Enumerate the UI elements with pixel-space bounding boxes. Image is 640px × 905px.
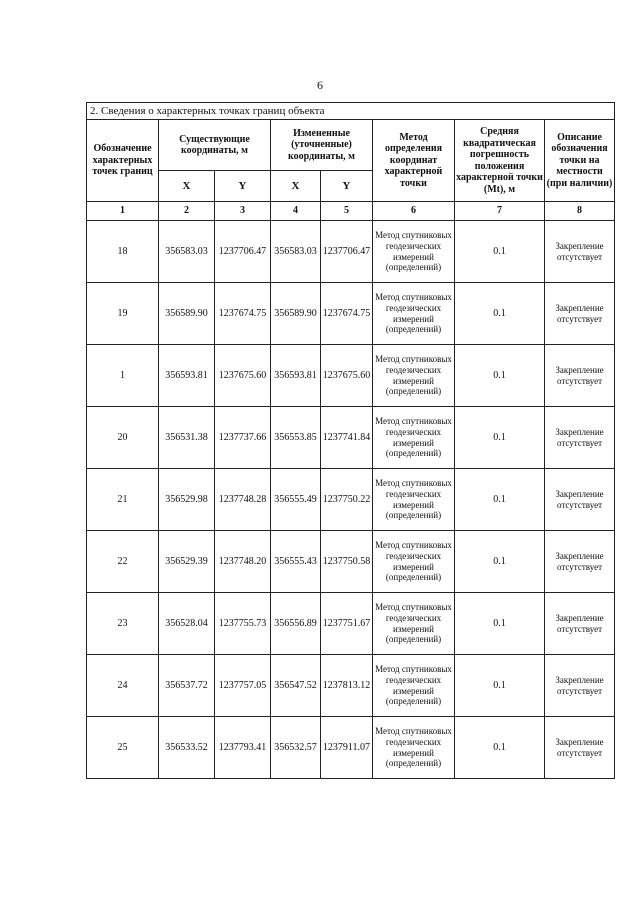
changed-x: 356556.89 [271,593,321,655]
column-number: 4 [271,202,321,221]
column-number: 1 [87,202,159,221]
changed-y: 1237741.84 [321,407,373,469]
method: Метод спутниковых геодезических измерений (определений) [373,593,455,655]
header-existing-x: X [159,171,215,202]
header-point: Обозначение характерных точек границ [87,120,159,202]
description: Закрепление отсутствует [545,593,615,655]
error-value: 0.1 [455,469,545,531]
table-row [87,221,615,283]
table-row [87,345,615,407]
point-id: 21 [87,469,159,531]
existing-y: 1237748.20 [215,531,271,593]
table-row [87,531,615,593]
header-description: Описание обозначения точки на местности (при наличии) [545,120,615,202]
description: Закрепление отсутствует [545,283,615,345]
point-id: 23 [87,593,159,655]
table-row [87,283,615,345]
error-value: 0.1 [455,345,545,407]
changed-x: 356532.57 [271,717,321,779]
description: Закрепление отсутствует [545,717,615,779]
column-number: 3 [215,202,271,221]
boundary-points-table [86,102,615,779]
existing-x: 356528.04 [159,593,215,655]
existing-y: 1237675.60 [215,345,271,407]
column-number: 8 [545,202,615,221]
point-id: 25 [87,717,159,779]
header-existing: Существующие координаты, м [159,120,271,171]
header-changed: Измененные (уточненные) координаты, м [271,120,373,171]
header-changed-x: X [271,171,321,202]
table-row [87,407,615,469]
method: Метод спутниковых геодезических измерений (определений) [373,469,455,531]
table-row [87,717,615,779]
column-number: 6 [373,202,455,221]
point-id: 19 [87,283,159,345]
existing-x: 356529.39 [159,531,215,593]
header-existing-y: Y [215,171,271,202]
changed-x: 356555.49 [271,469,321,531]
changed-y: 1237750.22 [321,469,373,531]
changed-x: 356583.03 [271,221,321,283]
changed-x: 356593.81 [271,345,321,407]
existing-x: 356583.03 [159,221,215,283]
description: Закрепление отсутствует [545,221,615,283]
header-changed-y: Y [321,171,373,202]
error-value: 0.1 [455,655,545,717]
error-value: 0.1 [455,407,545,469]
description: Закрепление отсутствует [545,469,615,531]
existing-y: 1237706.47 [215,221,271,283]
error-value: 0.1 [455,593,545,655]
header-method: Метод определения координат характерной точки [373,120,455,202]
existing-y: 1237793.41 [215,717,271,779]
description: Закрепление отсутствует [545,531,615,593]
changed-y: 1237911.07 [321,717,373,779]
changed-y: 1237751.67 [321,593,373,655]
existing-x: 356533.52 [159,717,215,779]
changed-x: 356547.52 [271,655,321,717]
existing-x: 356593.81 [159,345,215,407]
existing-y: 1237674.75 [215,283,271,345]
changed-x: 356555.43 [271,531,321,593]
existing-x: 356537.72 [159,655,215,717]
description: Закрепление отсутствует [545,655,615,717]
table-row [87,593,615,655]
column-number: 5 [321,202,373,221]
changed-y: 1237706.47 [321,221,373,283]
table-row [87,655,615,717]
point-id: 20 [87,407,159,469]
existing-y: 1237755.73 [215,593,271,655]
error-value: 0.1 [455,283,545,345]
existing-y: 1237757.05 [215,655,271,717]
method: Метод спутниковых геодезических измерений (определений) [373,531,455,593]
header-error: Средняя квадратическая погрешность положения характерной точки (Mt), м [455,120,545,202]
description: Закрепление отсутствует [545,407,615,469]
method: Метод спутниковых геодезических измерений (определений) [373,221,455,283]
description: Закрепление отсутствует [545,345,615,407]
existing-x: 356529.98 [159,469,215,531]
point-id: 22 [87,531,159,593]
existing-y: 1237737.66 [215,407,271,469]
existing-x: 356589.90 [159,283,215,345]
existing-x: 356531.38 [159,407,215,469]
point-id: 18 [87,221,159,283]
changed-y: 1237674.75 [321,283,373,345]
column-number: 2 [159,202,215,221]
changed-y: 1237813.12 [321,655,373,717]
existing-y: 1237748.28 [215,469,271,531]
changed-y: 1237750.58 [321,531,373,593]
column-number: 7 [455,202,545,221]
page-number: 6 [317,78,323,92]
point-id: 1 [87,345,159,407]
error-value: 0.1 [455,221,545,283]
changed-x: 356589.90 [271,283,321,345]
changed-x: 356553.85 [271,407,321,469]
method: Метод спутниковых геодезических измерений (определений) [373,407,455,469]
method: Метод спутниковых геодезических измерений (определений) [373,345,455,407]
method: Метод спутниковых геодезических измерений (определений) [373,655,455,717]
error-value: 0.1 [455,717,545,779]
error-value: 0.1 [455,531,545,593]
method: Метод спутниковых геодезических измерений (определений) [373,283,455,345]
changed-y: 1237675.60 [321,345,373,407]
table-row [87,469,615,531]
section-title: 2. Сведения о характерных точках границ объекта [87,103,615,120]
point-id: 24 [87,655,159,717]
method: Метод спутниковых геодезических измерений (определений) [373,717,455,779]
